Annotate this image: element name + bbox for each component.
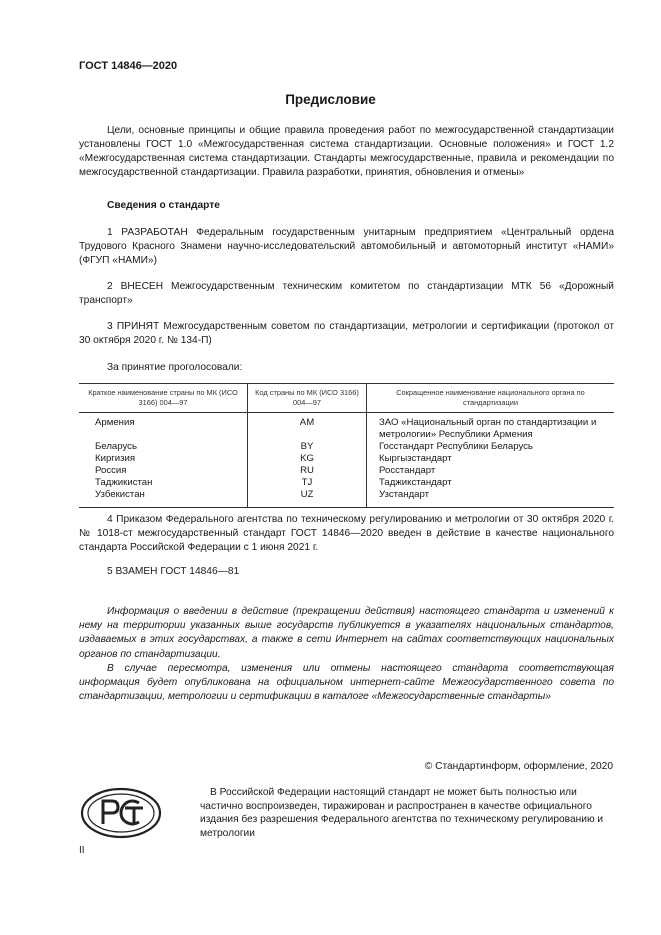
header-org: Сокращенное наименование национального органа по стандартизации <box>367 384 615 413</box>
country-cell: Россия <box>95 465 127 476</box>
org-cell: Госстандарт Республики Беларусь <box>367 441 615 453</box>
table-row <box>79 441 614 453</box>
page-number: II <box>79 845 85 856</box>
item-introduced <box>79 280 614 308</box>
table-row <box>79 489 614 508</box>
header-country: Краткое наименование страны по МК (ИСО 3166) 004—97 <box>79 384 248 413</box>
reproduction-notice-text: В Российской Федерации настоящий стандарт не может быть полностью или частично воспроизведен, тиражирован и распространен в качестве официального издания без разрешения Федерального агентства по техническому регулированию и метрологии <box>200 787 604 839</box>
code-cell: RU <box>248 465 367 477</box>
item-adopted <box>79 320 614 348</box>
publication-info-p1: Информация о введении в действие (прекращении действия) настоящего стандарта и изменений к нему на территории указанных выше государств публикуется в указателях национальных стандартов, издаваемых в этих государствах, а также в сети Интернет на сайтах соответствующих национальных органов по стандартизации. <box>79 606 614 660</box>
voted-label: За принятие проголосовали: <box>107 362 243 373</box>
org-cell: Таджикстандарт <box>367 477 615 489</box>
org-cell: Узстандарт <box>367 489 615 508</box>
code-cell: TJ <box>248 477 367 489</box>
voting-table-header <box>79 384 614 413</box>
code-cell: UZ <box>248 489 367 508</box>
item-adopted-text: 3 ПРИНЯТ Межгосударственным советом по стандартизации, метрологии и сертификации (протокол от 30 октября 2020 г. № 134-П) <box>79 321 614 346</box>
rst-logo-icon <box>79 786 163 840</box>
intro-paragraph <box>79 124 614 180</box>
country-cell: Киргизия <box>95 453 136 464</box>
item-developed <box>79 226 614 268</box>
item-replaces: 5 ВЗАМЕН ГОСТ 14846—81 <box>107 566 240 577</box>
voting-table <box>79 383 614 508</box>
info-heading: Сведения о стандарте <box>107 200 220 211</box>
section-title: Предисловие <box>285 92 376 107</box>
publication-info-p2: В случае пересмотра, изменения или отмены настоящего стандарта соответствующая информация будет опубликована на официальном интернет-сайте Межгосударственного совета по стандартизации, метрологии и сертификации в каталоге «Межгосударственные стандарты» <box>79 662 614 703</box>
item-order-text: 4 Приказом Федерального агентства по техническому регулированию и метрологии от 30 октября 2020 г. № 1018-ст межгосударственный стандарт ГОСТ 14846—2020 введен в действие в качестве национального стандарта Российской Федерации с 1 июня 2021 г. <box>79 514 614 553</box>
document-id-header: ГОСТ 14846—2020 <box>79 60 178 72</box>
country-cell: Армения <box>95 417 135 428</box>
org-cell: Росстандарт <box>367 465 615 477</box>
reproduction-notice <box>200 786 614 840</box>
table-row <box>79 477 614 489</box>
publication-info <box>79 605 614 704</box>
item-order <box>79 513 614 555</box>
item-introduced-text: 2 ВНЕСЕН Межгосударственным техническим комитетом по стандартизации МТК 56 «Дорожный транспорт» <box>79 281 614 306</box>
country-cell: Таджикистан <box>95 477 153 488</box>
code-cell: KG <box>248 453 367 465</box>
org-cell: Кыргызстандарт <box>367 453 615 465</box>
table-row <box>79 453 614 465</box>
intro-text: Цели, основные принципы и общие правила проведения работ по межгосударственной стандартизации установлены ГОСТ 1.0 «Межгосударственная система стандартизации. Основные положения» и ГОСТ 1.2 «Межгосударственная система стандартизации. Стандарты межгосударственные, правила и рекомендации по межгосударственной стандартизации. Правила разработки, принятия, обновления и отмены» <box>79 125 614 178</box>
table-row <box>79 413 614 442</box>
code-cell: BY <box>248 441 367 453</box>
country-cell: Беларусь <box>95 441 137 452</box>
country-cell: Узбекистан <box>79 489 248 508</box>
header-code: Код страны по МК (ИСО 3166) 004—97 <box>248 384 367 413</box>
item-developed-text: 1 РАЗРАБОТАН Федеральным государственным унитарным предприятием «Центральный ордена Трудового Красного Знамени научно-исследовательский автомобильный и автомоторный институт «НАМИ» (ФГУП «НАМИ») <box>79 227 614 266</box>
table-row <box>79 465 614 477</box>
org-cell: ЗАО «Национальный орган по стандартизации и метрологии» Республики Армения <box>367 413 615 442</box>
copyright-line: © Стандартинформ, оформление, 2020 <box>424 761 613 772</box>
code-cell: AM <box>248 413 367 442</box>
